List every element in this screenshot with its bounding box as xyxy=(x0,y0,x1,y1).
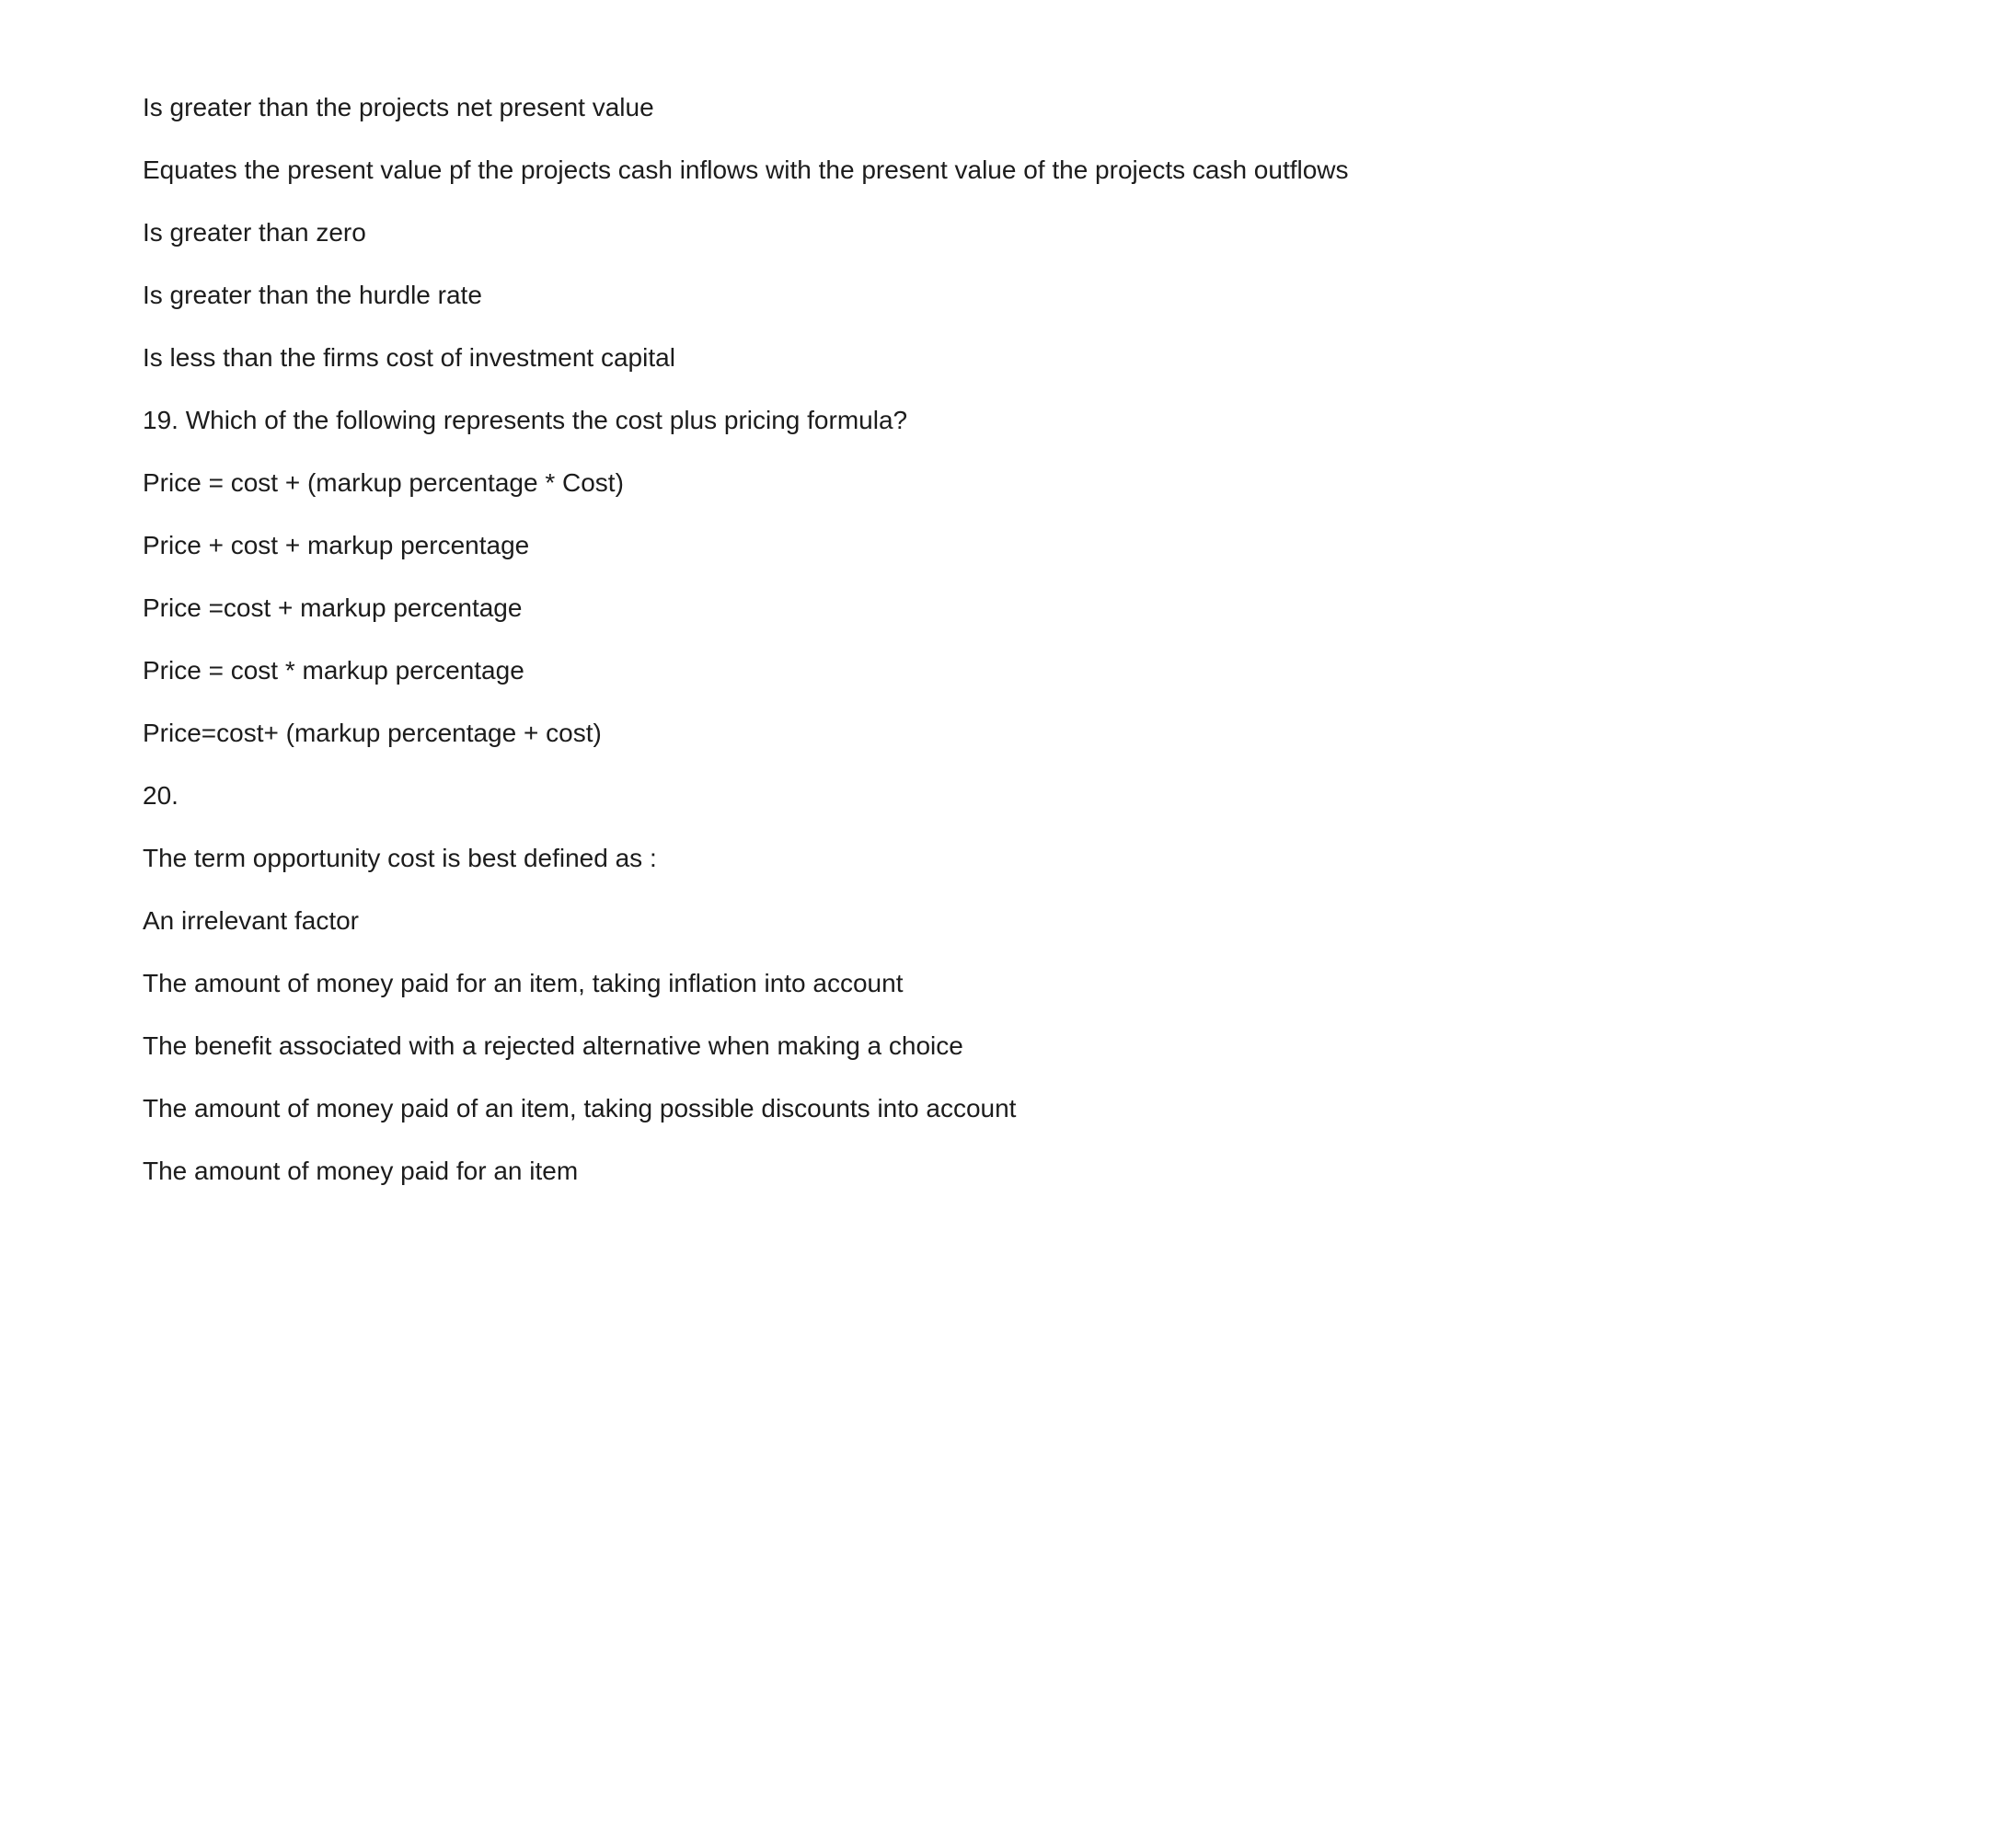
answer-option: An irrelevant factor xyxy=(143,906,359,935)
answer-option: Is greater than the hurdle rate xyxy=(143,281,482,309)
answer-option: Price + cost + markup percentage xyxy=(143,531,530,559)
answer-option: The amount of money paid of an item, taking possible discounts into account xyxy=(143,1094,1017,1122)
answer-option: Price=cost+ (markup percentage + cost) xyxy=(143,719,602,747)
question-stem: 19. Which of the following represents the cost plus pricing formula? xyxy=(143,406,908,434)
question-stem: The term opportunity cost is best defined as : xyxy=(143,844,657,872)
answer-option: Is greater than the projects net present value xyxy=(143,93,654,121)
answer-option: Equates the present value pf the projects cash inflows with the present value of the projects cash outflows xyxy=(143,155,1349,184)
answer-option: Price = cost * markup percentage xyxy=(143,656,524,685)
question-number: 20. xyxy=(143,781,179,810)
answer-option: Price = cost + (markup percentage * Cost) xyxy=(143,468,624,497)
answer-option: The amount of money paid for an item, taking inflation into account xyxy=(143,969,904,997)
answer-option: Price =cost + markup percentage xyxy=(143,593,523,622)
answer-option: The benefit associated with a rejected alternative when making a choice xyxy=(143,1031,963,1060)
answer-option: Is less than the firms cost of investment capital xyxy=(143,343,675,372)
answer-option: The amount of money paid for an item xyxy=(143,1157,579,1185)
answer-option: Is greater than zero xyxy=(143,218,366,247)
